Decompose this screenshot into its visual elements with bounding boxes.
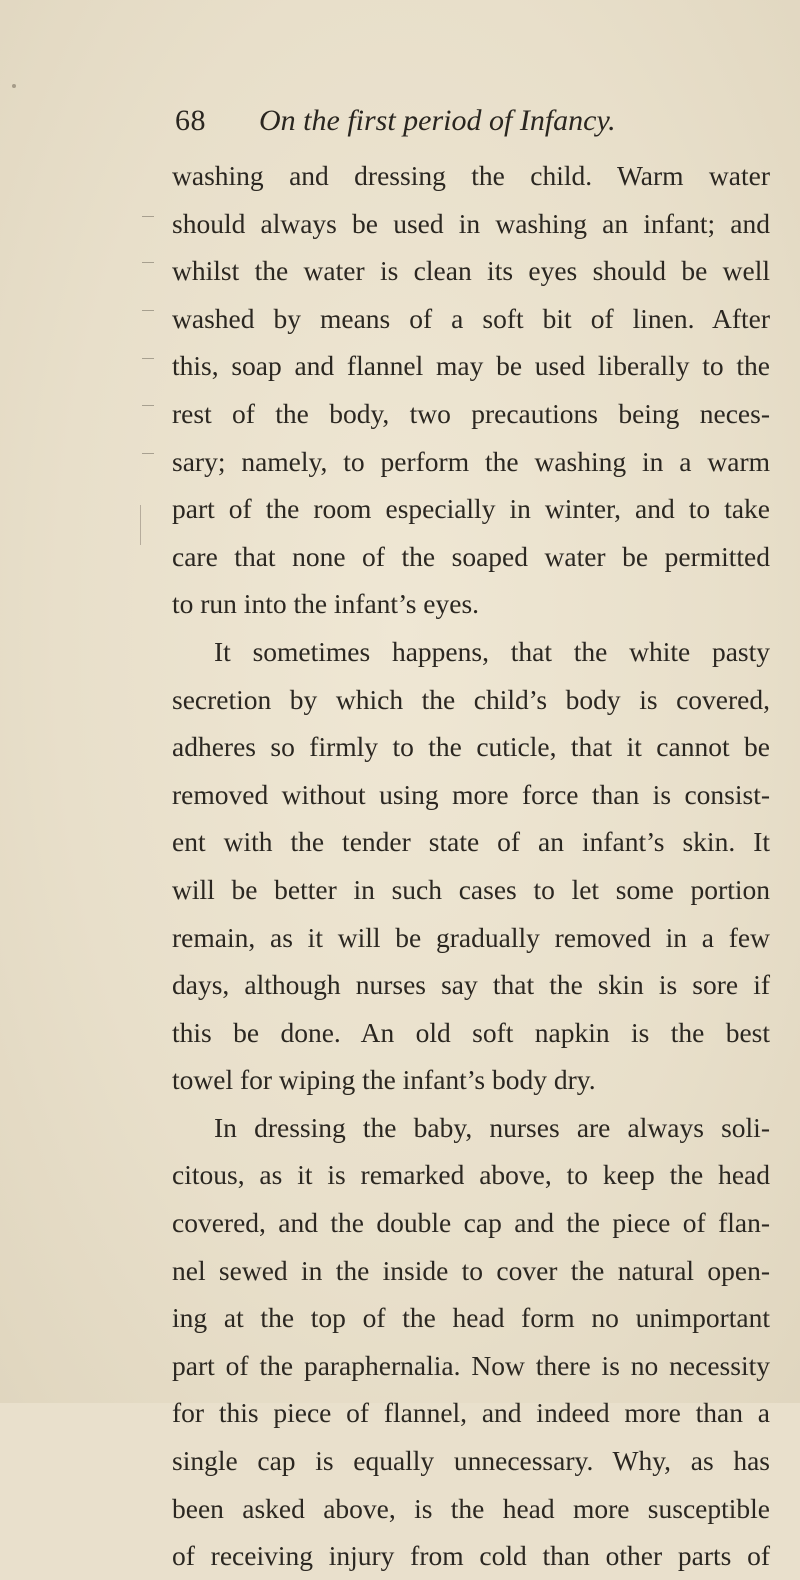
text-line: washed by means of a soft bit of linen. After xyxy=(172,302,770,334)
text-line: part of the paraphernalia. Now there is no necessity xyxy=(172,1349,770,1381)
text-line: In dressing the baby, nurses are always soli- xyxy=(214,1111,770,1143)
gutter-mark xyxy=(142,453,154,454)
text-line: this be done. An old soft napkin is the best xyxy=(172,1016,770,1048)
text-line: secretion by which the child’s body is covered, xyxy=(172,683,770,715)
text-line: care that none of the soaped water be permitted xyxy=(172,540,770,572)
page-header xyxy=(175,104,735,144)
text-line: this, soap and flannel may be used liberally to the xyxy=(172,350,770,382)
text-line: single cap is equally unnecessary. Why, as has xyxy=(172,1445,770,1477)
text-line: adheres so firmly to the cuticle, that it cannot be xyxy=(172,731,770,763)
gutter-mark xyxy=(142,262,154,263)
text-line: been asked above, is the head more susceptible xyxy=(172,1492,770,1524)
body-text xyxy=(172,152,770,1580)
gutter-mark xyxy=(142,405,154,406)
running-head: On the first period of Infancy. xyxy=(259,104,616,137)
gutter-mark xyxy=(142,358,154,359)
text-line: part of the room especially in winter, and to take xyxy=(172,493,770,525)
text-line: for this piece of flannel, and indeed more than a xyxy=(172,1397,770,1429)
text-line: rest of the body, two precautions being neces- xyxy=(172,397,770,429)
gutter-line xyxy=(140,505,141,545)
text-line: remain, as it will be gradually removed in a few xyxy=(172,921,770,953)
text-line: to run into the infant’s eyes. xyxy=(172,588,480,620)
text-line: citous, as it is remarked above, to keep the head xyxy=(172,1159,770,1191)
text-line: of receiving injury from cold than other parts of xyxy=(172,1540,770,1572)
text-line: sary; namely, to perform the washing in a warm xyxy=(172,445,770,477)
text-line: whilst the water is clean its eyes should be well xyxy=(172,255,770,287)
text-line: covered, and the double cap and the piece of flan- xyxy=(172,1207,770,1239)
text-line: ent with the tender state of an infant’s skin. It xyxy=(172,826,770,858)
text-line: days, although nurses say that the skin is sore if xyxy=(172,969,770,1001)
text-line: towel for wiping the infant’s body dry. xyxy=(172,1064,596,1096)
text-line: will be better in such cases to let some portion xyxy=(172,873,770,905)
gutter-mark xyxy=(142,310,154,311)
text-line: It sometimes happens, that the white pasty xyxy=(214,635,770,667)
text-line: nel sewed in the inside to cover the natural open- xyxy=(172,1254,770,1286)
paper-speck xyxy=(12,84,16,88)
text-line: removed without using more force than is consist- xyxy=(172,778,770,810)
text-line: ing at the top of the head form no unimportant xyxy=(172,1302,770,1334)
gutter-mark xyxy=(142,216,154,217)
text-line: should always be used in washing an infant; and xyxy=(172,207,770,239)
page-number: 68 xyxy=(175,104,206,137)
text-line: washing and dressing the child. Warm water xyxy=(172,160,770,191)
